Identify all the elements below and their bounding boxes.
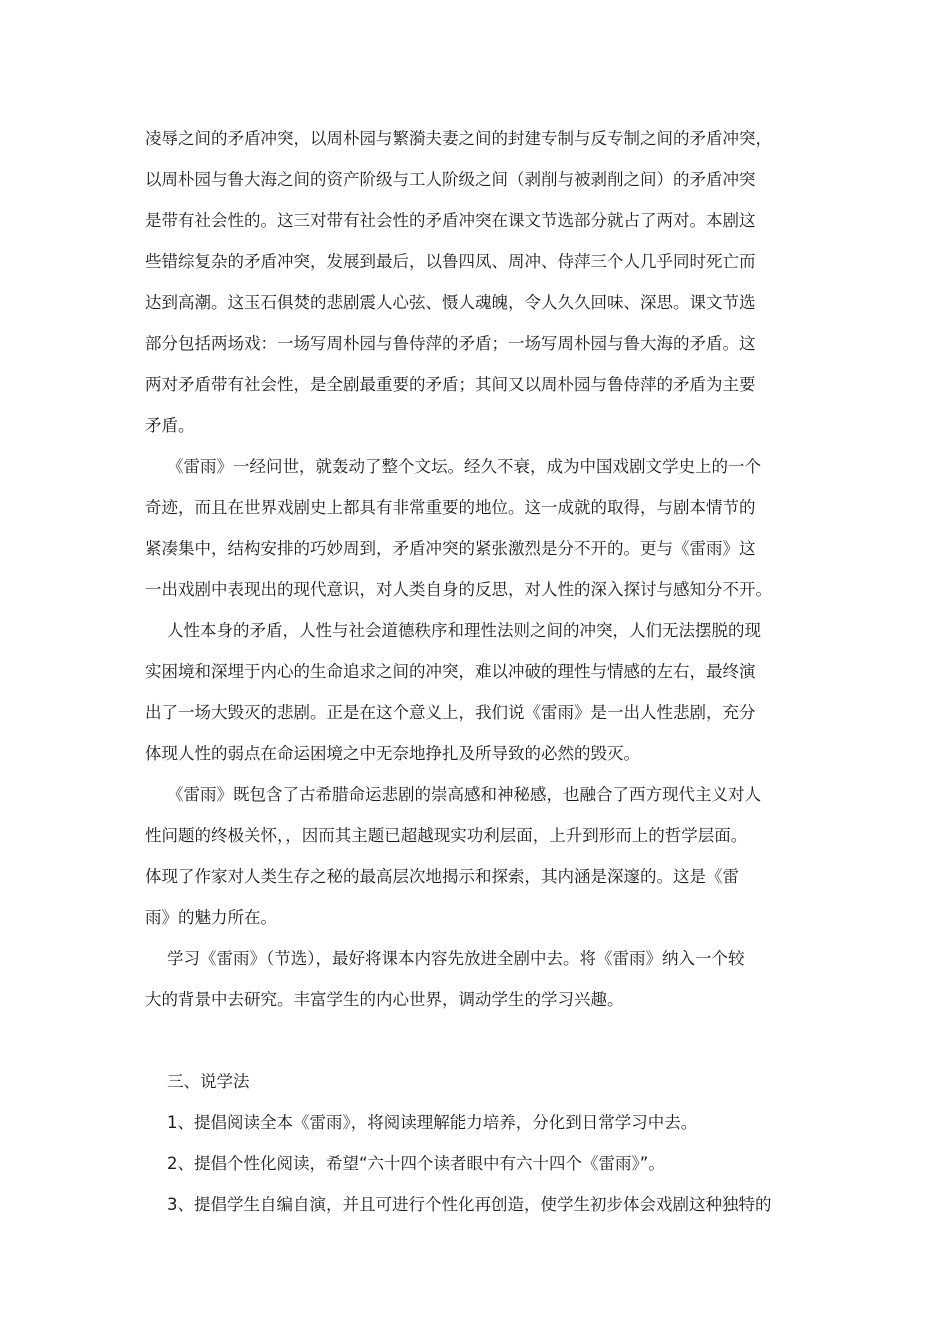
paragraph-theme	[145, 774, 815, 938]
text-line: 实困境和深埋于内心的生命追求之间的冲突，难以冲破的理性与情感的左右，最终演	[145, 662, 756, 681]
text-line: 紧凑集中，结构安排的巧妙周到，矛盾冲突的紧张激烈是分不开的。更与《雷雨》这	[145, 539, 756, 558]
text-line: 性问题的终极关怀，，因而其主题已超越现实功利层面，上升到形而上的哲学层面。	[145, 826, 748, 845]
learning-methods-list	[145, 1102, 815, 1225]
document-body	[145, 118, 815, 1225]
text-line: 凌辱之间的矛盾冲突，以周朴园与繁漪夫妻之间的封建专制与反专制之间的矛盾冲突，	[145, 129, 772, 148]
text-line: 一出戏剧中表现出的现代意识，对人类自身的反思，对人性的深入探讨与感知分不开。	[145, 580, 772, 599]
text-line: 出了一场大毁灭的悲剧。正是在这个意义上，我们说《雷雨》是一出人性悲剧，充分	[145, 703, 756, 722]
text-line: 雨》的魅力所在。	[145, 908, 277, 927]
section-heading: 三、说学法	[167, 1072, 250, 1091]
paragraph-influence	[145, 446, 815, 610]
text-line: 些错综复杂的矛盾冲突，发展到最后，以鲁四凤、周冲、侍萍三个人几乎同时死亡而	[145, 252, 756, 271]
text-line: 部分包括两场戏：一场写周朴园与鲁侍萍的矛盾；一场写周朴园与鲁大海的矛盾。这	[145, 334, 756, 353]
text-line: 大的背景中去研究。丰富学生的内心世界，调动学生的学习兴趣。	[145, 990, 624, 1009]
text-line: 体现了作家对人类生存之秘的最高层次地揭示和探索，其内涵是深邃的。这是《雷	[145, 867, 739, 886]
text-line: 达到高潮。这玉石俱焚的悲剧震人心弦、慑人魂魄，令人久久回味、深思。课文节选	[145, 293, 756, 312]
text-line: 两对矛盾带有社会性，是全剧最重要的矛盾；其间又以周朴园与鲁侍萍的矛盾为主要	[145, 375, 756, 394]
text-line: 体现人性的弱点在命运困境之中无奈地挣扎及所导致的必然的毁灭。	[145, 744, 640, 763]
text-line: 以周朴园与鲁大海之间的资产阶级与工人阶级之间（剥削与被剥削之间）的矛盾冲突	[145, 170, 756, 189]
paragraph-human-nature	[145, 610, 815, 774]
text-line: 矛盾。	[145, 416, 195, 435]
text-line: 是带有社会性的。这三对带有社会性的矛盾冲突在课文节选部分就占了两对。本剧这	[145, 211, 756, 230]
text-line: 《雷雨》一经问世，就轰动了整个文坛。经久不衰，成为中国戏剧文学史上的一个	[167, 457, 761, 476]
text-line: 奇迹，而且在世界戏剧史上都具有非常重要的地位。这一成就的取得，与剧本情节的	[145, 498, 756, 517]
text-line: 《雷雨》既包含了古希腊命运悲剧的崇高感和神秘感，也融合了西方现代主义对人	[167, 785, 761, 804]
text-line: 人性本身的矛盾，人性与社会道德秩序和理性法则之间的冲突，人们无法摆脱的现	[167, 621, 761, 640]
text-line: 学习《雷雨》（节选），最好将课本内容先放进全剧中去。将《雷雨》纳入一个较	[167, 949, 745, 968]
list-item: 2、提倡个性化阅读，希望“六十四个读者眼中有六十四个《雷雨》”。	[167, 1154, 665, 1173]
list-item: 3、提倡学生自编自演，并且可进行个性化再创造，使学生初步体会戏剧这种独特的	[167, 1195, 772, 1214]
paragraph-study-advice	[145, 938, 815, 1020]
paragraph-conflicts	[145, 118, 815, 446]
blank-line	[145, 1020, 815, 1061]
list-item: 1、提倡阅读全本《雷雨》，将阅读理解能力培养，分化到日常学习中去。	[167, 1113, 698, 1132]
